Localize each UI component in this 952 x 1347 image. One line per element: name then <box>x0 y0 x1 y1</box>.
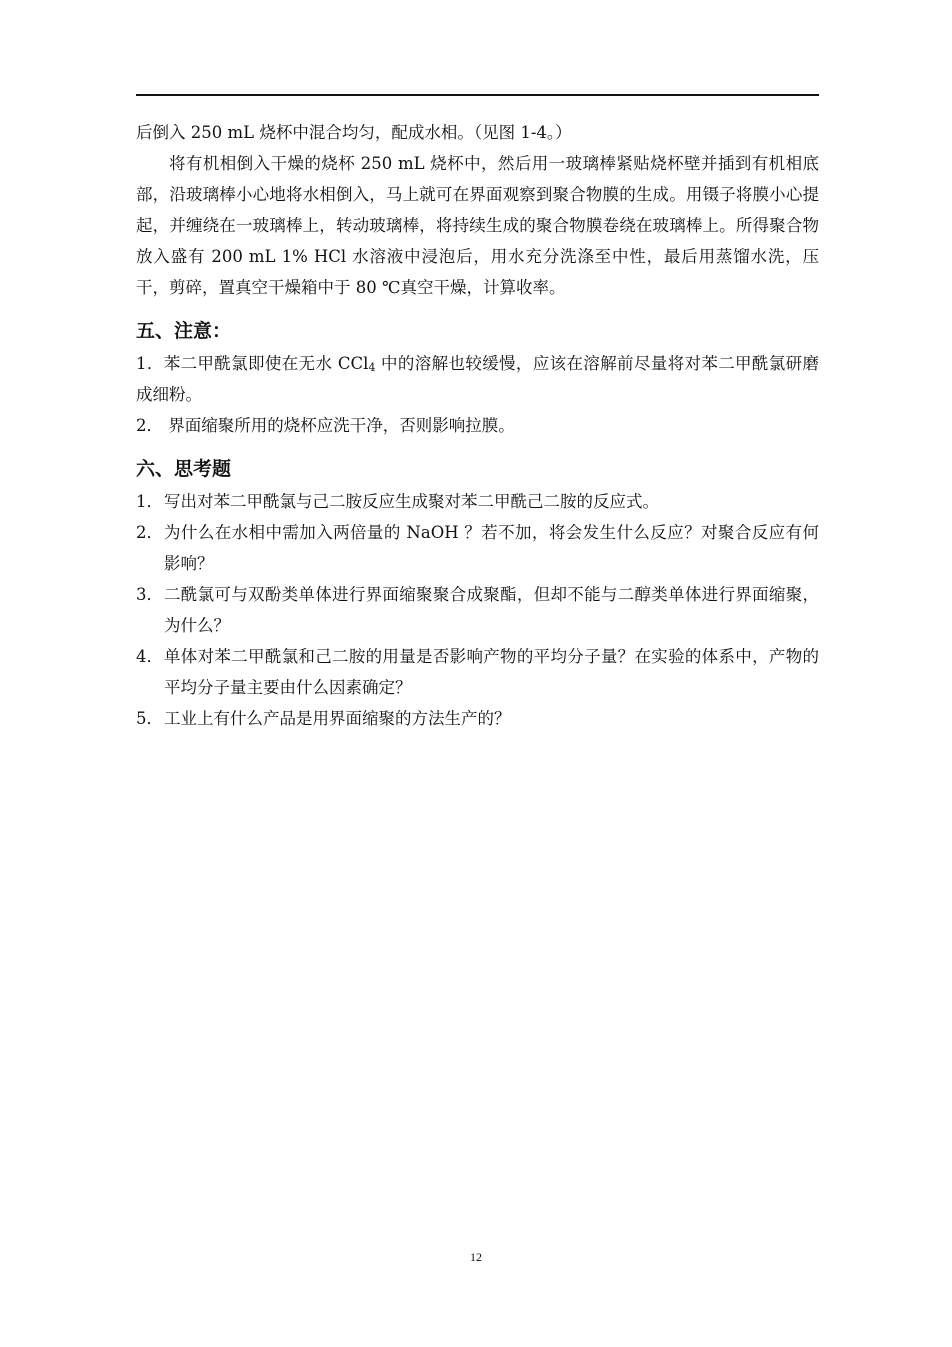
question-number: 4． <box>136 647 163 666</box>
note-item-1-subscript: 4 <box>368 361 376 374</box>
question-item-2 <box>136 517 819 579</box>
question-number: 3． <box>136 585 163 604</box>
note-item-1 <box>136 348 819 410</box>
paragraph-continuation: 后倒入 250 mL 烧杯中混合均匀，配成水相。（见图 1-4。） <box>136 123 572 142</box>
question-text: 工业上有什么产品是用界面缩聚的方法生产的？ <box>164 709 511 728</box>
question-number: 5． <box>136 709 163 728</box>
paragraph-procedure: 将有机相倒入干燥的烧杯 250 mL 烧杯中，然后用一玻璃棒紧贴烧杯壁并插到有机相底部，沿玻璃棒小心地将水相倒入，马上就可在界面观察到聚合物膜的生成。用镊子将膜小心提起，并缠绕在一玻璃棒上，转动玻璃棒，将持续生成的聚合物膜卷绕在玻璃棒上。所得聚合物放入盛有 200 mL 1% HCl 水溶液中浸泡后，用水充分洗涤至中性，最后用蒸馏水洗，压干，剪碎，置真空干燥箱中于 80 ℃真空干燥，计算收率。 <box>136 154 819 297</box>
note-item-1-suffix: 中的溶解也较缓慢，应该在溶解前尽量将对苯二甲酰氯研磨成细粉。 <box>136 354 819 404</box>
page-content <box>136 117 819 734</box>
note-item-2: 2． 界面缩聚所用的烧杯应洗干净，否则影响拉膜。 <box>136 416 515 435</box>
header-rule <box>136 94 819 96</box>
question-number: 1． <box>136 492 163 511</box>
question-item-3 <box>136 579 819 641</box>
questions-heading: 六、思考题 <box>136 458 232 480</box>
notes-heading: 五、注意： <box>136 320 232 342</box>
question-item-1 <box>136 486 819 517</box>
question-item-4 <box>136 641 819 703</box>
note-item-1-prefix: 1．苯二甲酰氯即使在无水 CCl <box>136 354 369 373</box>
question-number: 2． <box>136 523 163 542</box>
question-text: 二酰氯可与双酚类单体进行界面缩聚聚合成聚酯，但却不能与二醇类单体进行界面缩聚，为什么？ <box>164 585 819 635</box>
question-text: 写出对苯二甲酰氯与己二胺反应生成聚对苯二甲酰己二胺的反应式。 <box>164 492 659 511</box>
page-number: 12 <box>470 1250 482 1264</box>
question-item-5 <box>136 703 819 734</box>
question-text: 单体对苯二甲酰氯和己二胺的用量是否影响产物的平均分子量？在实验的体系中，产物的平均分子量主要由什么因素确定？ <box>164 647 819 697</box>
question-text: 为什么在水相中需加入两倍量的 NaOH ？若不加，将会发生什么反应？对聚合反应有何影响？ <box>164 523 819 573</box>
